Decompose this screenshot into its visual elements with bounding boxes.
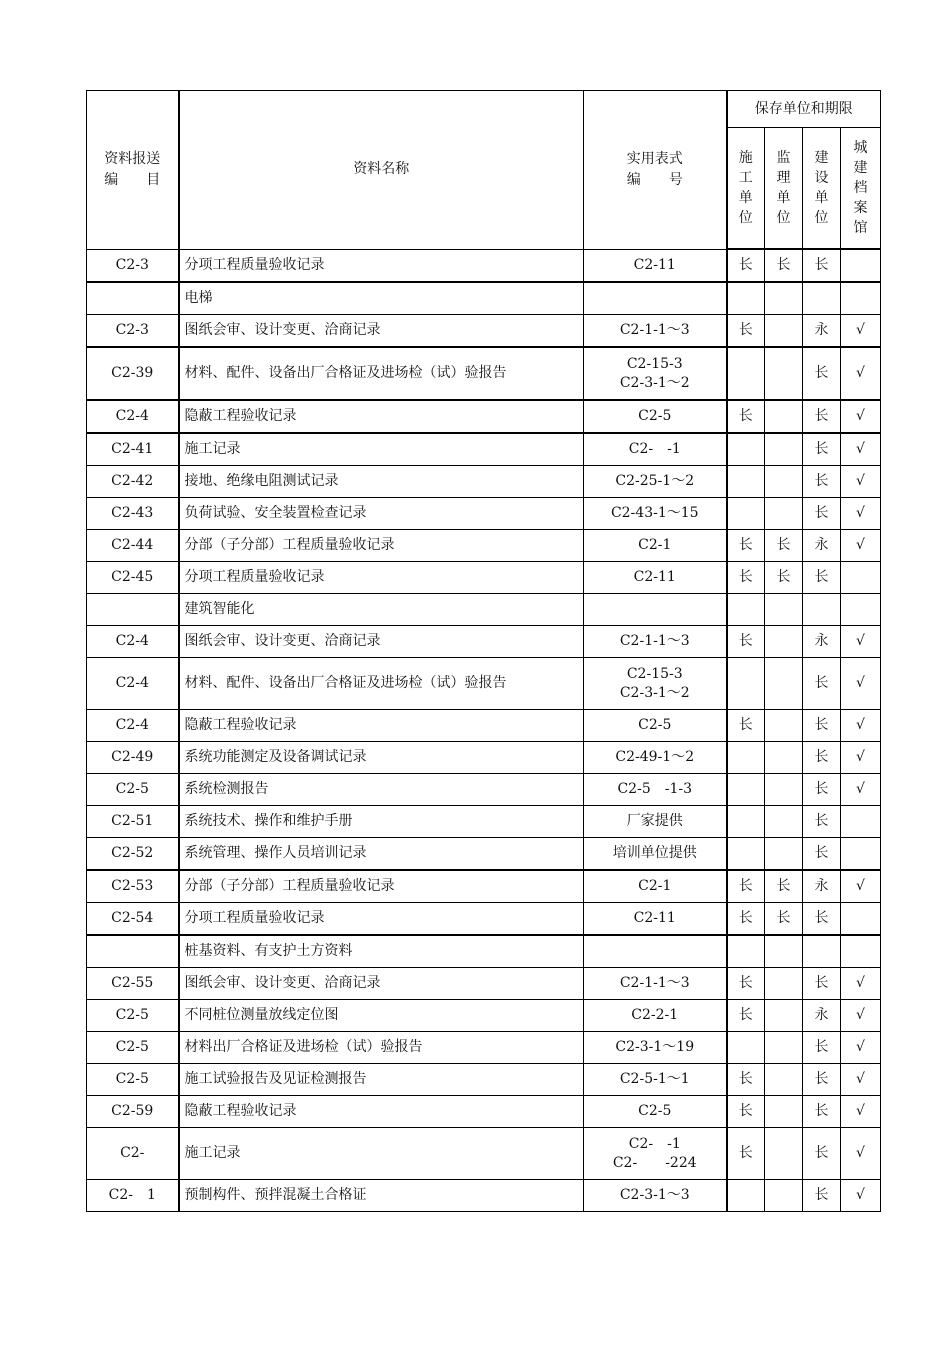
cell-owner: 长 [803, 347, 841, 400]
table-row [87, 1032, 881, 1064]
cell-name: 分项工程质量验收记录 [179, 903, 584, 936]
cell-archive: √ [841, 530, 881, 562]
cell-archive: √ [841, 433, 881, 466]
cell-owner: 长 [803, 903, 841, 936]
cell-archive: √ [841, 626, 881, 658]
cell-code: C2-4 [87, 710, 179, 742]
table-row [87, 1096, 881, 1128]
cell-archive [841, 935, 881, 968]
cell-code: C2-42 [87, 466, 179, 498]
cell-supervision [765, 710, 803, 742]
table-row [87, 870, 881, 903]
table-row [87, 562, 881, 594]
cell-archive [841, 594, 881, 626]
table-row [87, 1180, 881, 1212]
cell-supervision [765, 742, 803, 774]
cell-code: C2-5 [87, 774, 179, 806]
cell-construction: 长 [727, 530, 765, 562]
cell-name: 系统检测报告 [179, 774, 584, 806]
cell-form: C2-2-1 [584, 1000, 727, 1032]
header-unit-supervision: 监理单位 [765, 128, 803, 250]
cell-form: C2-5-1～1 [584, 1064, 727, 1096]
cell-supervision [765, 658, 803, 710]
cell-construction: 长 [727, 562, 765, 594]
cell-supervision [765, 347, 803, 400]
cell-construction: 长 [727, 903, 765, 936]
cell-name: 隐蔽工程验收记录 [179, 400, 584, 433]
table-row [87, 466, 881, 498]
cell-owner: 长 [803, 774, 841, 806]
cell-code: C2-43 [87, 498, 179, 530]
cell-name: 材料、配件、设备出厂合格证及进场检（试）验报告 [179, 658, 584, 710]
cell-supervision [765, 1128, 803, 1180]
table-row [87, 710, 881, 742]
table-row [87, 1064, 881, 1096]
table-row [87, 742, 881, 774]
cell-owner: 长 [803, 400, 841, 433]
cell-owner: 长 [803, 466, 841, 498]
cell-construction [727, 774, 765, 806]
cell-owner [803, 935, 841, 968]
cell-form: C2-15-3 C2-3-1～2 [584, 347, 727, 400]
cell-supervision [765, 935, 803, 968]
cell-supervision: 长 [765, 903, 803, 936]
cell-code [87, 282, 179, 315]
cell-form: C2-25-1～2 [584, 466, 727, 498]
table-row [87, 249, 881, 282]
cell-code: C2-51 [87, 806, 179, 838]
cell-form: C2-1-1～3 [584, 626, 727, 658]
cell-form: C2-11 [584, 249, 727, 282]
cell-supervision [765, 315, 803, 348]
cell-construction: 长 [727, 1064, 765, 1096]
archive-table [86, 90, 881, 1212]
table-row [87, 282, 881, 315]
cell-owner: 长 [803, 1064, 841, 1096]
cell-name: 电梯 [179, 282, 584, 315]
cell-code: C2-5 [87, 1064, 179, 1096]
cell-archive [841, 903, 881, 936]
cell-code [87, 935, 179, 968]
cell-archive: √ [841, 347, 881, 400]
cell-construction: 长 [727, 249, 765, 282]
cell-owner: 长 [803, 1128, 841, 1180]
cell-archive: √ [841, 1000, 881, 1032]
cell-archive [841, 838, 881, 871]
cell-owner: 长 [803, 498, 841, 530]
cell-code: C2-54 [87, 903, 179, 936]
cell-owner: 长 [803, 658, 841, 710]
cell-construction [727, 282, 765, 315]
cell-construction: 长 [727, 400, 765, 433]
header-code: 资料报送 编 目 [87, 91, 179, 250]
table-row [87, 1128, 881, 1180]
cell-form: C2-11 [584, 562, 727, 594]
cell-construction: 长 [727, 626, 765, 658]
header-form: 实用表式 编 号 [584, 91, 727, 250]
cell-name: 负荷试验、安全装置检查记录 [179, 498, 584, 530]
table-row [87, 1000, 881, 1032]
table-row [87, 903, 881, 936]
cell-owner: 长 [803, 1180, 841, 1212]
cell-supervision [765, 626, 803, 658]
cell-form: C2-3-1～3 [584, 1180, 727, 1212]
cell-construction [727, 498, 765, 530]
cell-name: 接地、绝缘电阻测试记录 [179, 466, 584, 498]
cell-archive: √ [841, 1180, 881, 1212]
cell-code: C2-44 [87, 530, 179, 562]
cell-name: 桩基资料、有支护土方资料 [179, 935, 584, 968]
cell-supervision [765, 594, 803, 626]
cell-name: 隐蔽工程验收记录 [179, 710, 584, 742]
table-row [87, 400, 881, 433]
table-body [87, 91, 881, 1212]
cell-construction: 长 [727, 1128, 765, 1180]
cell-construction [727, 838, 765, 871]
cell-archive: √ [841, 466, 881, 498]
cell-name: 图纸会审、设计变更、洽商记录 [179, 315, 584, 348]
cell-form: C2-49-1～2 [584, 742, 727, 774]
cell-supervision [765, 498, 803, 530]
header-retention: 保存单位和期限 [727, 91, 881, 128]
cell-construction: 长 [727, 968, 765, 1000]
cell-supervision [765, 282, 803, 315]
cell-code: C2-4 [87, 626, 179, 658]
cell-supervision [765, 838, 803, 871]
cell-construction [727, 806, 765, 838]
cell-code: C2-5 [87, 1032, 179, 1064]
cell-supervision [765, 433, 803, 466]
table-row [87, 806, 881, 838]
cell-construction [727, 347, 765, 400]
cell-archive: √ [841, 498, 881, 530]
cell-name: 分项工程质量验收记录 [179, 562, 584, 594]
cell-form: C2- -1 [584, 433, 727, 466]
cell-form: C2-1 [584, 870, 727, 903]
cell-form: C2-1-1～3 [584, 968, 727, 1000]
cell-archive: √ [841, 1096, 881, 1128]
cell-name: 系统功能测定及设备调试记录 [179, 742, 584, 774]
table-row [87, 594, 881, 626]
cell-construction: 长 [727, 870, 765, 903]
cell-form: C2-3-1～19 [584, 1032, 727, 1064]
cell-form: C2-43-1～15 [584, 498, 727, 530]
cell-name: 施工记录 [179, 433, 584, 466]
cell-form [584, 935, 727, 968]
cell-code: C2-53 [87, 870, 179, 903]
cell-name: 施工记录 [179, 1128, 584, 1180]
cell-supervision [765, 466, 803, 498]
cell-owner: 长 [803, 1096, 841, 1128]
table-row [87, 347, 881, 400]
cell-construction [727, 658, 765, 710]
cell-owner: 长 [803, 249, 841, 282]
cell-form [584, 594, 727, 626]
cell-supervision [765, 774, 803, 806]
cell-code: C2-59 [87, 1096, 179, 1128]
cell-code [87, 594, 179, 626]
table-row [87, 968, 881, 1000]
cell-construction: 长 [727, 710, 765, 742]
cell-name: 分部（子分部）工程质量验收记录 [179, 870, 584, 903]
cell-archive: √ [841, 710, 881, 742]
cell-owner: 长 [803, 710, 841, 742]
table-row [87, 433, 881, 466]
cell-code: C2-3 [87, 249, 179, 282]
cell-form: C2-5 [584, 400, 727, 433]
cell-supervision [765, 1032, 803, 1064]
cell-name: 不同桩位测量放线定位图 [179, 1000, 584, 1032]
cell-name: 图纸会审、设计变更、洽商记录 [179, 626, 584, 658]
cell-archive [841, 282, 881, 315]
cell-owner: 永 [803, 626, 841, 658]
cell-supervision [765, 806, 803, 838]
header-unit-construction: 施工单位 [727, 128, 765, 250]
cell-archive: √ [841, 1032, 881, 1064]
cell-form: C2- -1 C2- -224 [584, 1128, 727, 1180]
cell-name: 系统管理、操作人员培训记录 [179, 838, 584, 871]
cell-owner [803, 282, 841, 315]
table-row [87, 935, 881, 968]
cell-construction [727, 466, 765, 498]
cell-code: C2- 1 [87, 1180, 179, 1212]
cell-name: 材料出厂合格证及进场检（试）验报告 [179, 1032, 584, 1064]
cell-construction [727, 433, 765, 466]
cell-name: 预制构件、预拌混凝土合格证 [179, 1180, 584, 1212]
cell-archive: √ [841, 1128, 881, 1180]
cell-code: C2-3 [87, 315, 179, 348]
cell-construction [727, 935, 765, 968]
table-row [87, 498, 881, 530]
table-row [87, 530, 881, 562]
cell-construction: 长 [727, 315, 765, 348]
cell-name: 图纸会审、设计变更、洽商记录 [179, 968, 584, 1000]
cell-owner: 永 [803, 315, 841, 348]
header-unit-archive: 城建档案馆 [841, 128, 881, 250]
cell-archive [841, 562, 881, 594]
cell-owner: 长 [803, 742, 841, 774]
cell-owner: 长 [803, 433, 841, 466]
cell-archive: √ [841, 400, 881, 433]
table-row [87, 838, 881, 871]
table-row [87, 658, 881, 710]
cell-code: C2- [87, 1128, 179, 1180]
cell-code: C2-41 [87, 433, 179, 466]
cell-code: C2-5 [87, 1000, 179, 1032]
cell-archive: √ [841, 742, 881, 774]
cell-code: C2-45 [87, 562, 179, 594]
cell-construction [727, 1180, 765, 1212]
table-row [87, 315, 881, 348]
cell-owner: 长 [803, 806, 841, 838]
cell-supervision [765, 1000, 803, 1032]
cell-code: C2-55 [87, 968, 179, 1000]
header-name: 资料名称 [179, 91, 584, 250]
cell-form: C2-5 [584, 710, 727, 742]
cell-archive: √ [841, 658, 881, 710]
cell-form: 厂家提供 [584, 806, 727, 838]
cell-form: C2-1-1～3 [584, 315, 727, 348]
cell-form: C2-5 -1-3 [584, 774, 727, 806]
cell-code: C2-52 [87, 838, 179, 871]
table-row [87, 774, 881, 806]
cell-archive [841, 249, 881, 282]
cell-code: C2-39 [87, 347, 179, 400]
cell-form: C2-11 [584, 903, 727, 936]
cell-name: 隐蔽工程验收记录 [179, 1096, 584, 1128]
cell-archive: √ [841, 315, 881, 348]
cell-name: 系统技术、操作和维护手册 [179, 806, 584, 838]
cell-owner: 长 [803, 1032, 841, 1064]
cell-archive [841, 806, 881, 838]
cell-owner [803, 594, 841, 626]
cell-code: C2-4 [87, 400, 179, 433]
cell-name: 分部（子分部）工程质量验收记录 [179, 530, 584, 562]
cell-construction: 长 [727, 1096, 765, 1128]
cell-archive: √ [841, 870, 881, 903]
cell-construction [727, 1032, 765, 1064]
cell-code: C2-49 [87, 742, 179, 774]
cell-archive: √ [841, 774, 881, 806]
cell-form: C2-15-3 C2-3-1～2 [584, 658, 727, 710]
cell-form: C2-1 [584, 530, 727, 562]
cell-form [584, 282, 727, 315]
cell-form: C2-5 [584, 1096, 727, 1128]
cell-name: 材料、配件、设备出厂合格证及进场检（试）验报告 [179, 347, 584, 400]
cell-supervision: 长 [765, 562, 803, 594]
cell-owner: 永 [803, 530, 841, 562]
cell-construction [727, 594, 765, 626]
table-row [87, 626, 881, 658]
cell-code: C2-4 [87, 658, 179, 710]
cell-archive: √ [841, 968, 881, 1000]
cell-supervision [765, 1180, 803, 1212]
cell-supervision [765, 1096, 803, 1128]
cell-archive: √ [841, 1064, 881, 1096]
cell-construction [727, 742, 765, 774]
cell-owner: 长 [803, 562, 841, 594]
cell-supervision [765, 968, 803, 1000]
cell-owner: 永 [803, 1000, 841, 1032]
cell-supervision: 长 [765, 249, 803, 282]
header-unit-owner: 建设单位 [803, 128, 841, 250]
cell-owner: 永 [803, 870, 841, 903]
cell-name: 分项工程质量验收记录 [179, 249, 584, 282]
cell-owner: 长 [803, 968, 841, 1000]
cell-name: 施工试验报告及见证检测报告 [179, 1064, 584, 1096]
cell-construction: 长 [727, 1000, 765, 1032]
cell-form: 培训单位提供 [584, 838, 727, 871]
cell-supervision: 长 [765, 870, 803, 903]
cell-supervision [765, 400, 803, 433]
cell-name: 建筑智能化 [179, 594, 584, 626]
cell-supervision: 长 [765, 530, 803, 562]
cell-owner: 长 [803, 838, 841, 871]
cell-supervision [765, 1064, 803, 1096]
header-row-top [87, 91, 881, 128]
